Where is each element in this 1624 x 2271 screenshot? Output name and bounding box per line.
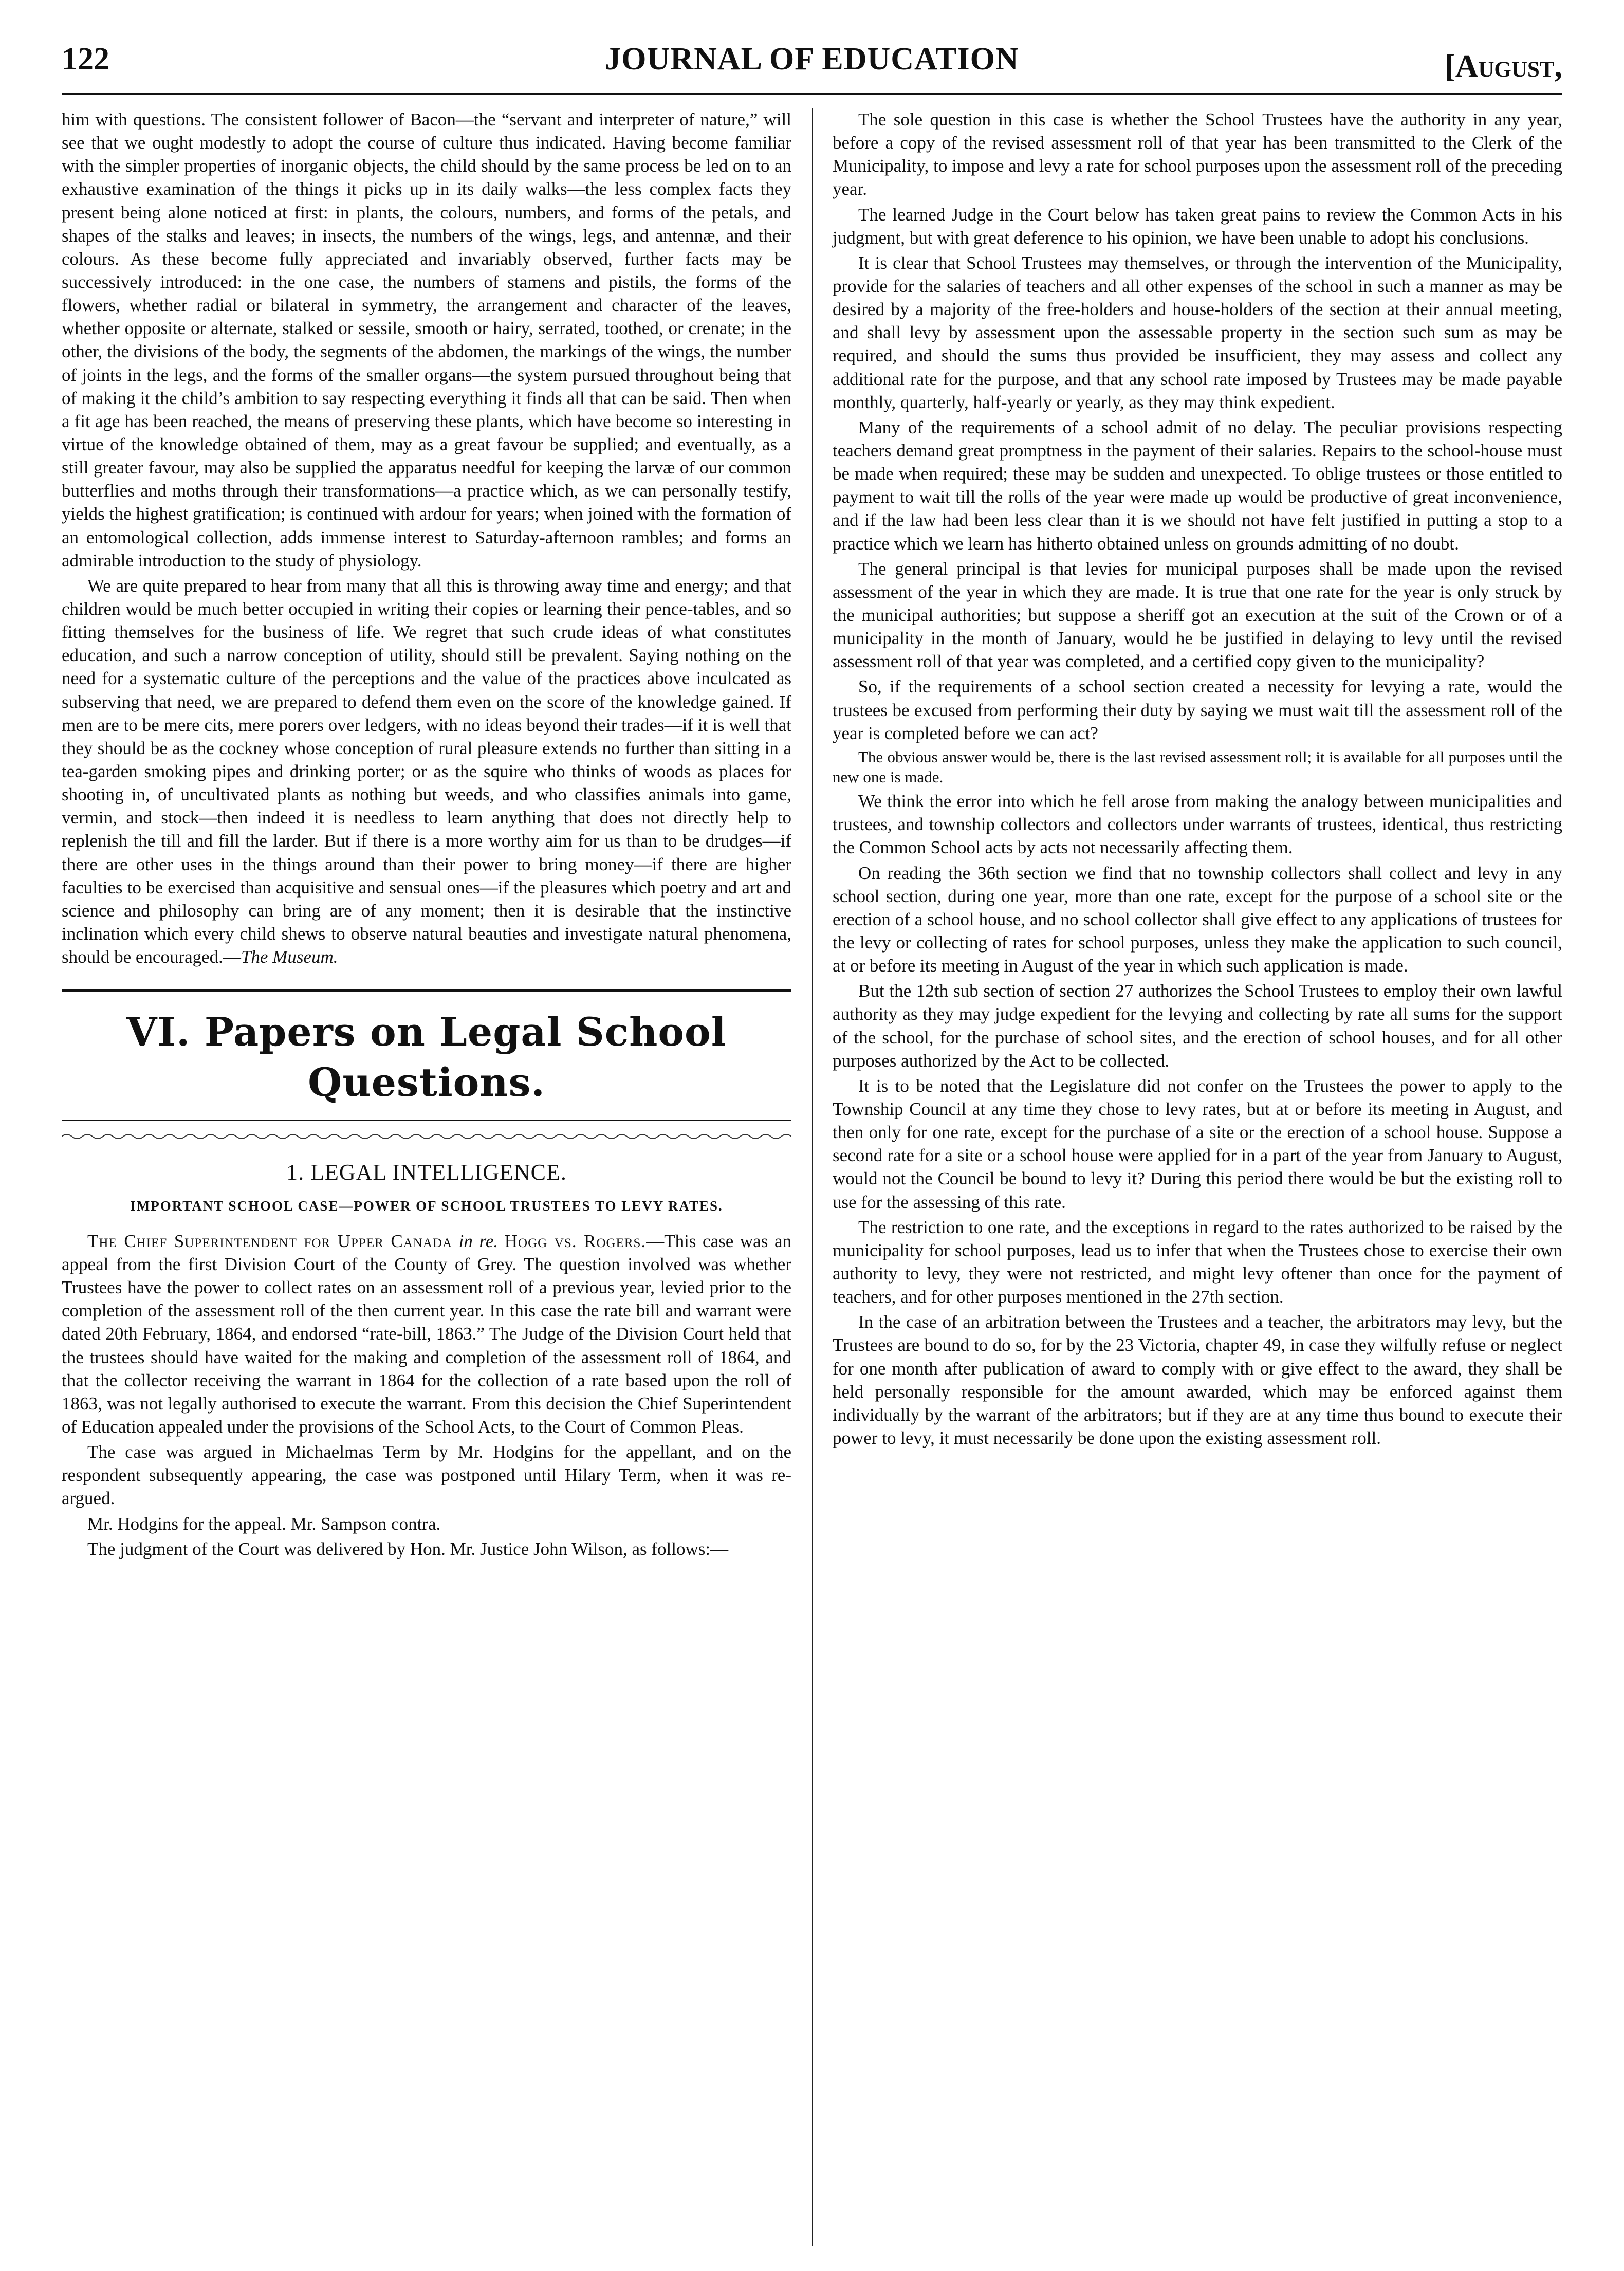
judgment-paragraph: Many of the requirements of a school admit of no delay. The peculiar provisions respecting teachers demand great promptness in the payment of their salaries. Repairs to the school-house must be made when required; these may be sudden and unexpected. To oblige trustees or those entitled to payment to wait till the rolls of the year were made up would be productive of great inconvenience, and if the law had been less clear than it is we should not have felt justified in putting a stop to a practice which we learn has hitherto obtained unless on grounds admitting of no doubt.: [833, 417, 1562, 554]
section-heading-box: [62, 989, 791, 1121]
running-title: JOURNAL OF EDUCATION: [605, 42, 1019, 77]
case-intro-paragraph: [62, 1230, 791, 1438]
header-rule: [62, 93, 1562, 95]
case-paragraph: The case was argued in Michaelmas Term by Mr. Hodgins for the appellant, and on the respondent subsequently appearing, the case was postponed until Hilary Term, when it was re-argued.: [62, 1442, 791, 1509]
left-column: [62, 108, 791, 1563]
page-header: [62, 36, 1562, 103]
article-paragraph: [62, 574, 791, 968]
wavy-rule: [62, 1132, 791, 1141]
case-intro-in-re: in re.: [452, 1231, 505, 1251]
judgment-paragraph: The obvious answer would be, there is the last revised assessment roll; it is available for all purposes until the new one is made.: [833, 747, 1562, 786]
judgment-paragraph: So, if the requirements of a school section created a necessity for levying a rate, would the trustees be excused from performing their duty by saying we must wait till the assessment roll of the year is completed before we can act?: [833, 676, 1562, 743]
column-divider: [812, 108, 813, 2246]
judgment-paragraph: It is clear that School Trustees may themselves, or through the intervention of the Municipality, provide for the salaries of teachers and all other expenses of the school in such a manner as may be desired by a majority of the free-holders and house-holders of the section at their annual meeting, and shall levy by assessment upon the assessable property in the section such sum as may be required, and should the sums thus provided be insufficient, they may assess and collect any additional rate for the purpose, and that any school rate imposed by Trustees may be made payable monthly, quarterly, half-yearly or yearly, as they may think expedient.: [833, 252, 1562, 412]
judgment-paragraph: In the case of an arbitration between the Trustees and a teacher, the arbitrators may levy, but the Trustees are bound to do so, for by the 23 Victoria, chapter 49, in case they wilfully refuse or neglect for one month after publication of award to comply with or give effect to the award, they shall be held personally responsible for the amount awarded, which may be enforced against them individually by the warrant of the arbitrators; but if they are at any time thus bound to execute their power to levy, it must necessarily be done upon the existing assessment roll.: [833, 1312, 1562, 1448]
legal-intelligence-heading: 1. LEGAL INTELLIGENCE.: [286, 1160, 567, 1185]
case-paragraph: The judgment of the Court was delivered by Hon. Mr. Justice John Wilson, as follows:—: [87, 1539, 729, 1559]
judgment-paragraph: The sole question in this case is whether the School Trustees have the authority in any year, before a copy of the revised assessment roll of that year has been transmitted to the Clerk of the Municipality, to impose and levy a rate for school purposes upon the assessment roll of the preceding year.: [833, 109, 1562, 199]
running-date: [August,: [1444, 49, 1562, 84]
case-paragraph: Mr. Hodgins for the appeal. Mr. Sampson contra.: [87, 1513, 441, 1534]
case-heading: IMPORTANT SCHOOL CASE—POWER OF SCHOOL TRUSTEES TO LEVY RATES.: [130, 1198, 723, 1214]
judgment-paragraph: The learned Judge in the Court below has taken great pains to review the Common Acts in his judgment, but with great deference to his opinion, we have been unable to adopt his conclusions.: [833, 204, 1562, 248]
right-column: [833, 108, 1562, 1450]
journal-page: [62, 36, 1562, 2246]
case-intro-parties: Hogg vs. Rogers.: [504, 1231, 647, 1251]
article-attribution: The Museum.: [241, 947, 338, 967]
judgment-paragraph: The restriction to one rate, and the exceptions in regard to the rates authorized to be raised by the municipality for school purposes, lead us to infer that when the Trustees chose to exercise their own authority to levy, they were not restricted, and might levy oftener than once for the payment of teachers, and for other purposes mentioned in the 27th section.: [833, 1217, 1562, 1307]
judgment-paragraph: The general principal is that levies for municipal purposes shall be made upon the revised assessment of the year in which they are made. It is true that one rate for the year is only struck by the municipal authorities; but suppose a sheriff got an execution at the suit of the Crown or of a municipality in the month of January, would he be justified in delaying to levy until the revised assessment roll of that year was completed, and a certified copy given to the municipality?: [833, 558, 1562, 672]
judgment-paragraph: On reading the 36th section we find that no township collectors shall collect and levy in any school section, during one year, more than one rate, except for the purpose of a school site or the erection of a school house, and no school collector shall give effect to any applications of trustees for the levy or collecting of rates for school purposes, unless they make the application to such council, at or before its meeting in August of the year in which such application is made.: [833, 863, 1562, 976]
case-intro-lead: The Chief Superintendent for Upper Canada: [87, 1231, 453, 1251]
page-number: 122: [62, 42, 109, 77]
judgment-paragraph: But the 12th sub section of section 27 authorizes the School Trustees to employ their own lawful authority as they may judge expedient for the levying and collecting by rate all sums for the support of the school, for the purchase of school sites, and the erection of school houses, and for all other purposes authorized by the Act to be collected.: [833, 981, 1562, 1071]
section-heading: VI. Papers on Legal School Questions.: [126, 1009, 727, 1106]
article-paragraph: him with questions. The consistent follower of Bacon—the “servant and interpreter of nature,” will see that we ought modestly to adopt the course of culture thus indicated. Having become familiar with the simpler properties of inorganic objects, the child should by the same process be led on to an exhaustive examination of the things it picks up in its daily walks—the less complex facts they present being alone noticed at first: in plants, the colours, numbers, and forms of the petals, and shapes of the stalks and leaves; in insects, the numbers of the wings, legs, and antennæ, and their colours. As these become fully appreciated and invariably observed, further facts may be successively introduced: in the one case, the numbers of stamens and pistils, the forms of the flowers, whether radial or bilateral in symmetry, the arrangement and character of the leaves, whether opposite or alternate, stalked or sessile, smooth or hairy, serrated, toothed, or crenate; in the other, the divisions of the body, the segments of the abdomen, the markings of the wings, the number of joints in the legs, and the forms of the smaller organs—the system pursued throughout being that of making it the child’s ambition to say respecting everything it finds all that can be said. Then when a fit age has been reached, the means of preserving these plants, which have become so interesting in virtue of the knowledge obtained of them, may as a great favour be supplied; and eventually, as a still greater favour, may also be supplied the apparatus needful for keeping the larvæ of our common butterflies and moths through their transformations—a practice which, as we can personally testify, yields the highest gratification; is continued with ardour for years; when joined with the formation of an entomological collection, adds immense interest to Saturday-afternoon rambles; and forms an admirable introduction to the study of physiology.: [62, 109, 791, 571]
article-paragraph-text: We are quite prepared to hear from many that all this is throwing away time and energy; and that children would be much better occupied in writing their copies or learning their pence-tables, and so fitting themselves for the business of life. We regret that such crude ideas of what constitutes education, and such a narrow conception of utility, should still be prevalent. Saying nothing on the need for a systematic culture of the perceptions and the value of the practices above inculcated as subserving that need, we are prepared to defend them even on the score of the knowledge gained. If men are to be mere cits, mere porers over ledgers, with no ideas beyond their trades—if it is well that they should be as the cockney whose conception of rural pleasure extends no further than sitting in a tea-garden smoking pipes and drinking porter; or as the squire who thinks of woods as places for shooting in, of uncultivated plants as nothing but weeds, and who classifies animals into game, vermin, and stock—then indeed it is needless to learn anything that does not directly help to replenish the till and fill the larder. But if there is a more worthy aim for us than to be drudges—if there are other uses in the things around than their power to bring money—if there are higher faculties to be exercised than acquisitive and sensual ones—if the pleasures which poetry and art and science and philosophy can bring are of any moment; then it is desirable that the instinctive inclination which every child shews to observe natural beauties and investigate natural phenomena, should be encouraged.—: [62, 575, 791, 967]
case-intro-body: —This case was an appeal from the first Division Court of the County of Grey. The question involved was whether Trustees have the power to collect rates on an assessment roll of a previous year, levied prior to the completion of the assessment roll of the then current year. In this case the rate bill and warrant were dated 20th February, 1864, and endorsed “rate-bill, 1863.” The Judge of the Division Court held that the trustees should have waited for the making and completion of the assessment roll of 1864, and that the collector receiving the warrant in 1864 for the collection of a rate based upon the roll of 1863, was not legally authorised to execute the warrant. From this decision the Chief Superintendent of Education appealed under the provisions of the School Acts, to the Court of Common Pleas.: [62, 1231, 791, 1437]
judgment-paragraph: We think the error into which he fell arose from making the analogy between municipalities and trustees, and township collectors and collectors under warrants of trustees, identical, thus restricting the Common School acts by acts not necessarily affecting them.: [833, 791, 1562, 858]
judgment-paragraph: It is to be noted that the Legislature did not confer on the Trustees the power to apply to the Township Council at any time they chose to levy rates, but at or before its meeting in August, and then only for one rate, except for the purchase of a site or the erection of a school house. Suppose a second rate for a site or a school house were applied for in a part of the year from January to August, would not the Council be bound to levy it? During this period there would be but the existing roll to use for the assessing of this rate.: [833, 1075, 1562, 1212]
